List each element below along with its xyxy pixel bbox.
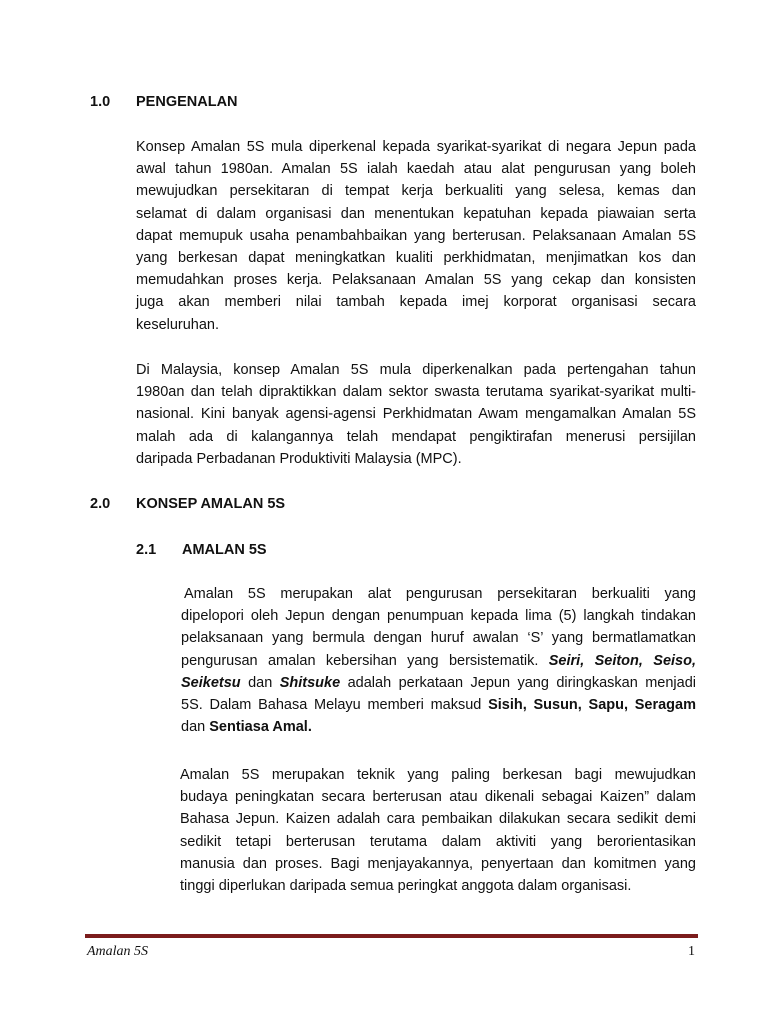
section-title: KONSEP AMALAN 5S — [136, 496, 286, 512]
text-line: Amalan 5S merupakan teknik yang paling berkesan bagi mewujudkan — [180, 767, 696, 783]
section-title: AMALAN 5S — [182, 542, 267, 558]
text-line: keseluruhan. — [136, 316, 220, 333]
text-line: Konsep Amalan 5S mula diperkenal kepada syarikat-syarikat di negara Jepun pada — [136, 139, 696, 155]
section-2-1-paragraph-2 — [180, 764, 696, 897]
text-line: daripada Perbadanan Produktiviti Malaysia (MPC). — [136, 450, 462, 467]
malay-terms: Sisih, Susun, Sapu, Seragam — [488, 696, 696, 713]
section-number: 2.1 — [136, 542, 157, 558]
text-line: sedikit tetapi berterusan terutama dalam aktiviti yang berorientasikan — [180, 833, 696, 850]
japanese-term-shitsuke: Shitsuke — [279, 674, 341, 691]
text-run: 5S. Dalam Bahasa Melayu memberi maksud — [181, 696, 489, 713]
text-run: dan — [240, 674, 280, 691]
text-line: dipelopori oleh Jepun dengan penumpuan kepada lima (5) langkah tindakan — [181, 608, 696, 625]
text-run: pengurusan amalan kebersihan yang bersistematik. — [181, 652, 549, 669]
text-line: juga akan memberi nilai tambah kepada imej korporat organisasi secara — [136, 294, 696, 311]
text-line: tinggi diperlukan daripada semua peringkat anggota dalam organisasi. — [180, 877, 632, 894]
text-run: adalah perkataan Jepun yang diringkaskan menjadi — [340, 674, 696, 691]
page-number: 1 — [688, 944, 695, 959]
section-2-1-paragraph-1 — [181, 583, 696, 738]
text-line: nasional. Kini banyak agensi-agensi Perkhidmatan Awam mengamalkan Amalan 5S — [136, 406, 696, 423]
text-line: selamat di dalam organisasi dan menentukan kepatuhan kepada piawaian serta — [136, 205, 696, 222]
text-line — [181, 650, 696, 672]
text-line: awal tahun 1980an. Amalan 5S ialah kaedah atau alat pengurusan yang boleh — [136, 161, 696, 178]
footer-title: Amalan 5S — [87, 944, 149, 959]
section-1-paragraph-1 — [136, 136, 696, 336]
text-line: dapat memupuk usaha penambahbaikan yang berterusan. Pelaksanaan Amalan 5S — [136, 227, 696, 244]
text-line: Di Malaysia, konsep Amalan 5S mula diperkenalkan pada pertengahan tahun — [136, 362, 696, 378]
text-line: 1980an dan telah dipraktikkan dalam sektor swasta terutama syarikat-syarikat multi- — [136, 384, 696, 401]
malay-term-sentiasa-amal: Sentiasa Amal. — [209, 719, 312, 736]
text-line: mewujudkan persekitaran di tempat kerja berkualiti yang selesa, kemas dan — [136, 183, 696, 200]
text-run: dan — [181, 719, 210, 736]
section-1-paragraph-2 — [136, 359, 696, 470]
japanese-terms: Seiri, Seiton, Seiso, — [548, 652, 696, 669]
section-1-heading — [90, 93, 390, 111]
text-line — [181, 672, 696, 694]
text-line: yang berkesan dapat meningkatkan kualiti perkhidmatan, menjimatkan kos dan — [136, 249, 696, 266]
japanese-term-seiketsu: Seiketsu — [181, 674, 241, 691]
text-line — [181, 694, 696, 716]
text-line: manusia dan proses. Bagi menjayakannya, penyertaan dan komitmen yang — [180, 855, 696, 872]
text-line: budaya peningkatan secara berterusan atau dikenali sebagai Kaizen” dalam — [180, 789, 696, 806]
text-line: pelaksanaan yang bermula dengan huruf awalan ‘S’ yang bermatlamatkan — [181, 630, 696, 647]
text-line: Bahasa Jepun. Kaizen adalah cara pembaikan dilakukan secara sedikit demi — [180, 811, 696, 828]
section-2-1-heading — [136, 541, 436, 559]
section-title: PENGENALAN — [136, 94, 238, 110]
text-line — [181, 716, 696, 738]
section-number: 1.0 — [90, 94, 111, 110]
text-line: Amalan 5S merupakan alat pengurusan persekitaran berkualiti yang — [184, 586, 696, 602]
section-number: 2.0 — [90, 496, 111, 512]
text-line: memudahkan proses kerja. Pelaksanaan Amalan 5S yang cekap dan konsisten — [136, 272, 696, 289]
text-line: malah ada di kalangannya telah mendapat pengiktirafan menerusi persijilan — [136, 428, 696, 445]
section-2-heading — [90, 495, 390, 513]
footer-rule — [85, 934, 698, 938]
